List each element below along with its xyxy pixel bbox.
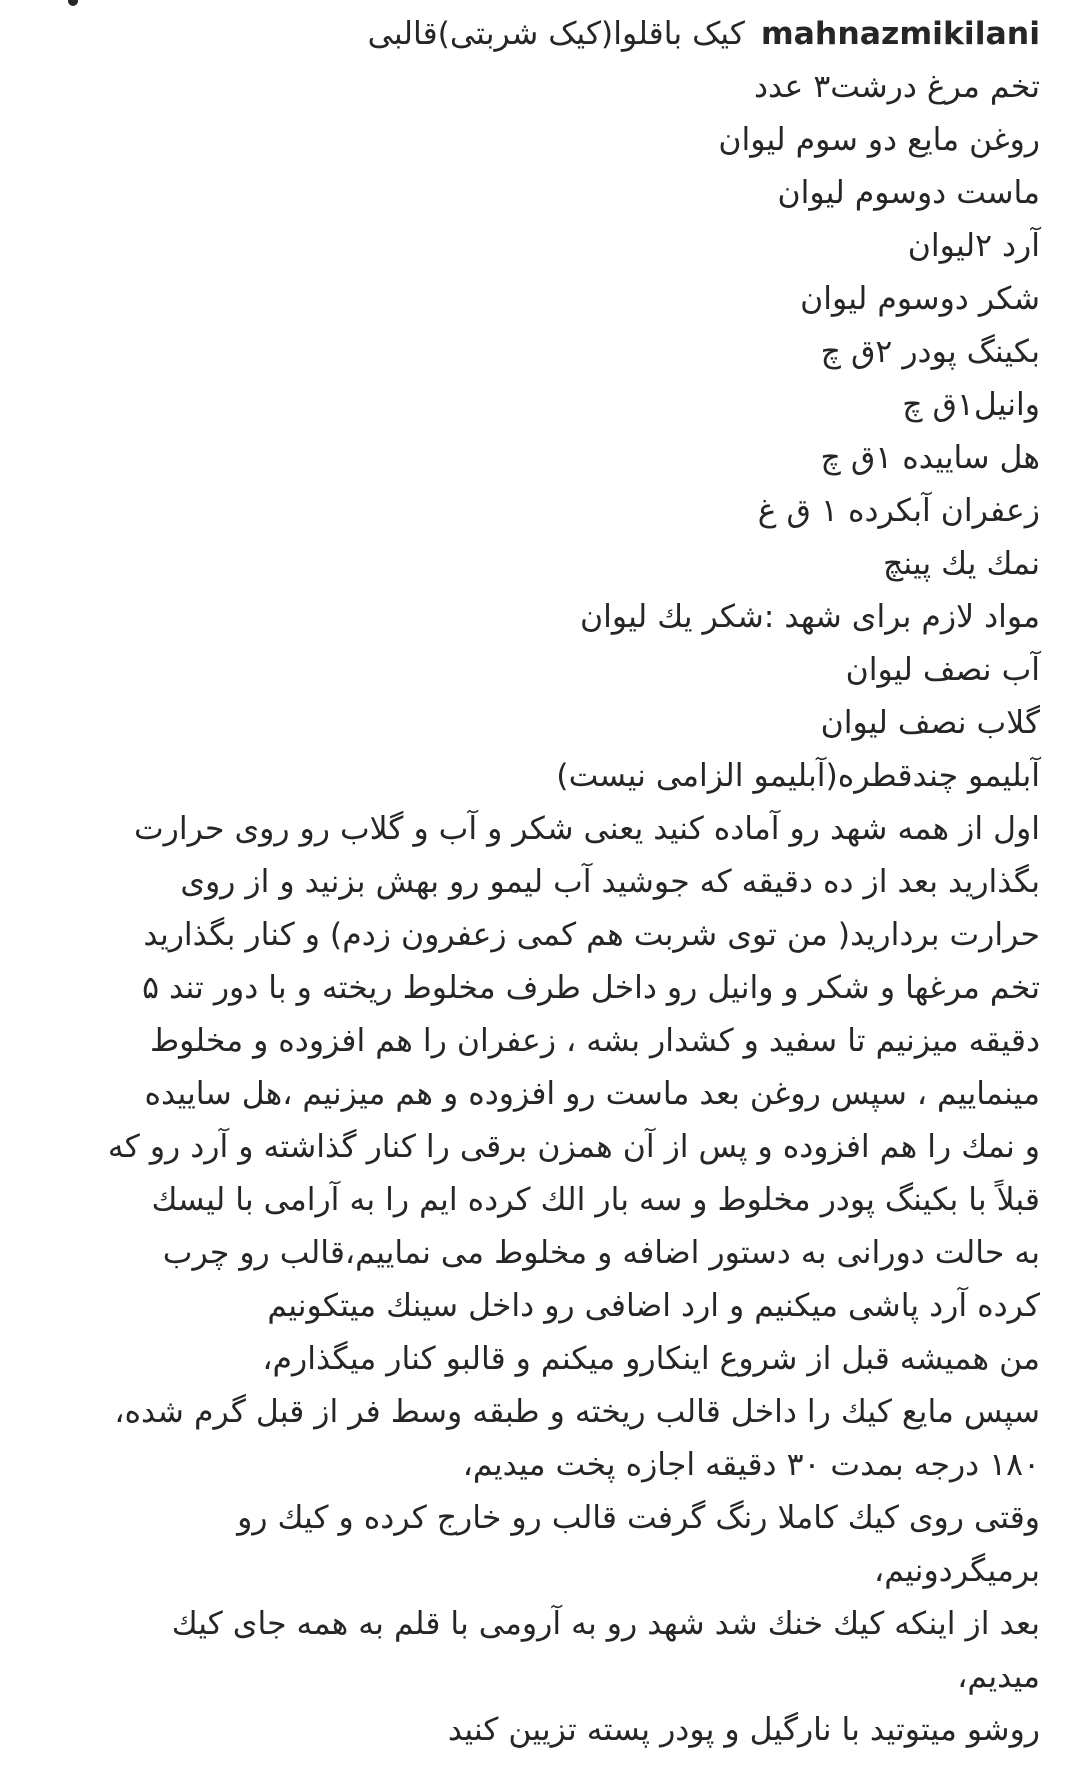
caption-line: مینماییم ، سپس روغن بعد ماست رو افزوده و هم میزنیم ،هل ساییده: [144, 1076, 1040, 1112]
caption-line: مواد لازم برای شهد :شکر یك لیوان: [579, 599, 1040, 635]
caption-line: آبلیمو چندقطره(آبلیمو الزامی نیست): [556, 758, 1040, 794]
caption-line: شکر دوسوم لیوان: [800, 281, 1040, 317]
caption-line: روشو میتوتید با نارگیل و پودر پسته تزیین کنید: [447, 1712, 1040, 1748]
caption-line: بگذارید بعد از ده دقیقه که جوشید آب لیمو رو بهش بزنید و از روی: [180, 864, 1040, 900]
post-caption: [40, 8, 1040, 1757]
caption-line: میدیم،: [957, 1659, 1040, 1695]
caption-line: روغن مایع دو سوم لیوان: [718, 122, 1040, 158]
caption-header: [40, 8, 1040, 61]
caption-line: آب نصف لیوان: [845, 652, 1040, 688]
caption-text: [40, 61, 1040, 1757]
caption-line: نمك یك پینچ: [883, 546, 1040, 582]
caption-line: بکینگ پودر ۲ق چ: [820, 334, 1040, 370]
caption-line: برمیگردونیم،: [874, 1553, 1040, 1589]
caption-line: وانیل۱ق چ: [902, 387, 1040, 423]
caption-line: تخم مرغ درشت۳ عدد: [754, 69, 1040, 105]
recipe-title: کیک باقلوا(کیک شربتی)قالبی: [367, 16, 745, 52]
dot-icon: [68, 0, 78, 6]
caption-line: دقیقه میزنیم تا سفید و کشدار بشه ، زعفران را هم افزوده و مخلوط: [150, 1023, 1040, 1059]
caption-line: ماست دوسوم لیوان: [777, 175, 1040, 211]
caption-line: گلاب نصف لیوان: [820, 705, 1040, 741]
caption-line: اول از همه شهد رو آماده کنید یعنی شکر و آب و گلاب رو روی حرارت: [133, 811, 1040, 847]
username-link[interactable]: mahnazmikilani: [760, 16, 1040, 52]
caption-line: زعفران آبکرده ۱ ق غ: [757, 493, 1040, 529]
caption-line: تخم مرغها و شکر و وانیل رو داخل طرف مخلوط ریخته و با دور تند ۵: [142, 970, 1040, 1006]
caption-line: و نمك را هم افزوده و پس از آن همزن برقی را کنار گذاشته و آرد رو که: [107, 1129, 1040, 1165]
caption-line: قبلاً با بکینگ پودر مخلوط و سه بار الك کرده ایم را به آرامی با لیسك: [151, 1182, 1040, 1218]
caption-line: سپس مایع کیك را داخل قالب ریخته و طبقه وسط فر از قبل گرم شده،: [114, 1394, 1040, 1430]
caption-line: کرده آرد پاشی میکنیم و ارد اضافی رو داخل سینك میتکونیم: [267, 1288, 1040, 1324]
caption-line: من همیشه قبل از شروع اینکارو میکنم و قالبو کنار میگذارم،: [262, 1341, 1040, 1377]
caption-line: وقتی روی کیك کاملا رنگ گرفت قالب رو خارج کرده و کیك رو: [237, 1500, 1040, 1536]
caption-line: بعد از اینکه کیك خنك شد شهد رو به آرومی با قلم به همه جای کیك: [171, 1606, 1040, 1642]
caption-line: ۱۸۰ درجه بمدت ۳۰ دقیقه اجازه پخت میدیم،: [462, 1447, 1040, 1483]
caption-line: حرارت بردارید( من توی شربت هم کمی زعفرون زدم) و کنار بگذارید: [143, 917, 1040, 953]
caption-line: آرد ۲لیوان: [907, 228, 1040, 264]
caption-line: به حالت دورانی به دستور اضافه و مخلوط می نماییم،قالب رو چرب: [162, 1235, 1040, 1271]
caption-line: هل ساییده ۱ق چ: [820, 440, 1040, 476]
